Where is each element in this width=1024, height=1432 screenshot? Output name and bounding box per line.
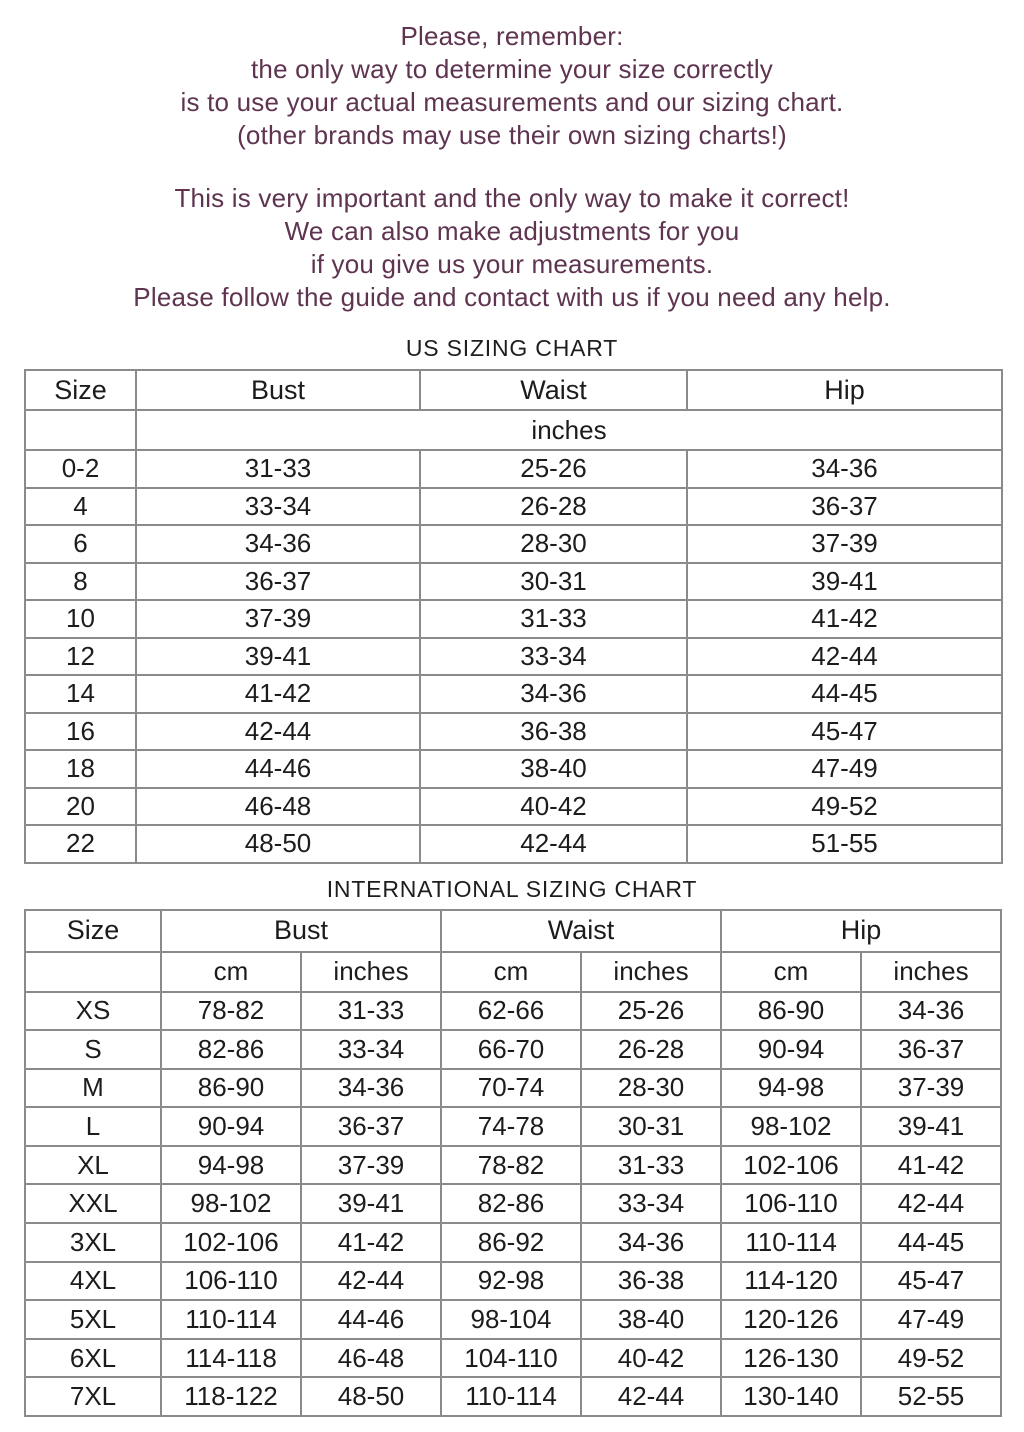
intl-table-cell: 34-36 [581, 1223, 721, 1262]
intl-table-cell: 36-38 [581, 1262, 721, 1301]
table-row [25, 600, 1002, 638]
us-table-cell-size: 4 [25, 488, 136, 526]
intl-table-cell: 52-55 [861, 1377, 1001, 1416]
intl-table-cell-size: S [25, 1030, 161, 1069]
us-col-header-size: Size [25, 370, 136, 410]
us-table-cell: 39-41 [136, 638, 420, 676]
table-row [25, 1262, 1001, 1301]
intl-table-cell-size: 5XL [25, 1300, 161, 1339]
table-row [25, 1107, 1001, 1146]
intl-table-cell: 94-98 [721, 1069, 861, 1108]
intl-table-cell: 39-41 [861, 1107, 1001, 1146]
us-table-cell: 36-37 [136, 563, 420, 601]
intl-table-cell: 66-70 [441, 1030, 581, 1069]
intl-unit-empty-cell [25, 952, 161, 992]
intl-table-cell: 42-44 [581, 1377, 721, 1416]
us-table-cell: 37-39 [687, 525, 1002, 563]
intl-sizing-table [24, 909, 1002, 1418]
table-row [25, 1223, 1001, 1262]
intl-col-header-waist: Waist [441, 910, 721, 952]
us-unit-empty-cell [25, 410, 136, 450]
intro-line: Please follow the guide and contact with us if you need any help. [133, 282, 891, 312]
intl-table-cell: 86-92 [441, 1223, 581, 1262]
intl-table-cell: 41-42 [301, 1223, 441, 1262]
us-table-cell: 39-41 [687, 563, 1002, 601]
intl-table-cell: 40-42 [581, 1339, 721, 1378]
us-table-cell: 28-30 [420, 525, 687, 563]
us-table-cell-size: 18 [25, 750, 136, 788]
intl-table-cell: 130-140 [721, 1377, 861, 1416]
us-table-cell: 36-38 [420, 713, 687, 751]
intl-table-cell: 30-31 [581, 1107, 721, 1146]
intl-table-cell: 36-37 [861, 1030, 1001, 1069]
us-table-cell: 42-44 [687, 638, 1002, 676]
table-row [25, 1030, 1001, 1069]
intl-table-cell: 90-94 [161, 1107, 301, 1146]
intro-paragraph-2 [0, 182, 1024, 314]
intl-table-cell: 34-36 [301, 1069, 441, 1108]
intl-table-cell: 114-118 [161, 1339, 301, 1378]
us-table-header-row [25, 370, 1002, 410]
intl-table-cell: 25-26 [581, 992, 721, 1031]
us-table-cell-size: 14 [25, 675, 136, 713]
intl-table-cell: 110-114 [161, 1300, 301, 1339]
intl-table-cell: 82-86 [441, 1184, 581, 1223]
intl-table-cell: 33-34 [301, 1030, 441, 1069]
intl-table-cell: 78-82 [161, 992, 301, 1031]
intl-table-cell-size: L [25, 1107, 161, 1146]
us-table-body [25, 450, 1002, 863]
intl-table-cell-size: M [25, 1069, 161, 1108]
intl-table-cell: 86-90 [161, 1069, 301, 1108]
us-table-unit-row [25, 410, 1002, 450]
us-table-cell: 34-36 [136, 525, 420, 563]
us-table-cell: 33-34 [420, 638, 687, 676]
us-table-cell: 37-39 [136, 600, 420, 638]
us-col-header-waist: Waist [420, 370, 687, 410]
intro-line: is to use your actual measurements and our sizing chart. [180, 87, 844, 117]
intl-table-body [25, 992, 1001, 1417]
intl-table-cell: 45-47 [861, 1262, 1001, 1301]
us-table-cell: 34-36 [420, 675, 687, 713]
intl-table-cell: 39-41 [301, 1184, 441, 1223]
us-table-cell-size: 22 [25, 825, 136, 863]
intl-unit-label-hip-inches: inches [861, 952, 1001, 992]
intl-unit-label-waist-cm: cm [441, 952, 581, 992]
us-unit-label: inches [136, 410, 1002, 450]
intl-table-cell-size: 4XL [25, 1262, 161, 1301]
intl-table-cell: 114-120 [721, 1262, 861, 1301]
intl-col-header-bust: Bust [161, 910, 441, 952]
intl-table-cell: 62-66 [441, 992, 581, 1031]
intl-table-cell: 31-33 [301, 992, 441, 1031]
intl-table-cell: 90-94 [721, 1030, 861, 1069]
intro-line: We can also make adjustments for you [284, 216, 740, 246]
us-col-header-hip: Hip [687, 370, 1002, 410]
intl-unit-label-bust-cm: cm [161, 952, 301, 992]
intl-col-header-hip: Hip [721, 910, 1001, 952]
us-table-cell: 34-36 [687, 450, 1002, 488]
intl-table-cell: 126-130 [721, 1339, 861, 1378]
us-table-cell: 40-42 [420, 788, 687, 826]
intl-col-header-size: Size [25, 910, 161, 952]
intl-table-cell: 106-110 [721, 1184, 861, 1223]
intl-table-cell: 78-82 [441, 1146, 581, 1185]
intro-line: (other brands may use their own sizing charts!) [237, 120, 787, 150]
us-table-cell: 48-50 [136, 825, 420, 863]
table-row [25, 992, 1001, 1031]
intl-table-cell: 26-28 [581, 1030, 721, 1069]
us-table-cell: 25-26 [420, 450, 687, 488]
intl-table-cell: 34-36 [861, 992, 1001, 1031]
intl-table-cell: 86-90 [721, 992, 861, 1031]
intl-chart-title: INTERNATIONAL SIZING CHART [326, 875, 698, 902]
intl-table-cell: 98-102 [721, 1107, 861, 1146]
us-table-cell: 38-40 [420, 750, 687, 788]
table-row [25, 1300, 1001, 1339]
us-table-cell: 47-49 [687, 750, 1002, 788]
intro-line: the only way to determine your size correctly [251, 54, 773, 84]
intl-table-cell: 44-45 [861, 1223, 1001, 1262]
intl-table-cell: 118-122 [161, 1377, 301, 1416]
intl-table-cell: 104-110 [441, 1339, 581, 1378]
us-table-cell: 44-46 [136, 750, 420, 788]
intl-table-cell: 94-98 [161, 1146, 301, 1185]
intro-line: This is very important and the only way to make it correct! [174, 183, 850, 213]
table-row [25, 1069, 1001, 1108]
intl-table-cell: 110-114 [721, 1223, 861, 1262]
intro-line: Please, remember: [400, 21, 624, 51]
intl-table-header-row [25, 910, 1001, 952]
intl-table-cell: 102-106 [161, 1223, 301, 1262]
us-table-cell-size: 16 [25, 713, 136, 751]
us-sizing-table [24, 369, 1003, 864]
intro-line: if you give us your measurements. [310, 249, 714, 279]
us-table-cell: 51-55 [687, 825, 1002, 863]
table-row [25, 638, 1002, 676]
us-table-cell-size: 12 [25, 638, 136, 676]
us-col-header-bust: Bust [136, 370, 420, 410]
intl-table-cell-size: XXL [25, 1184, 161, 1223]
table-row [25, 450, 1002, 488]
intl-table-cell: 102-106 [721, 1146, 861, 1185]
intl-table-cell: 82-86 [161, 1030, 301, 1069]
table-row [25, 1146, 1001, 1185]
intl-table-cell-size: 7XL [25, 1377, 161, 1416]
us-table-cell: 41-42 [136, 675, 420, 713]
intl-table-cell: 28-30 [581, 1069, 721, 1108]
intl-table-cell: 44-46 [301, 1300, 441, 1339]
us-chart-title: US SIZING CHART [405, 335, 619, 361]
intl-table-cell: 37-39 [301, 1146, 441, 1185]
table-row [25, 563, 1002, 601]
table-row [25, 1377, 1001, 1416]
table-row [25, 825, 1002, 863]
us-table-cell: 41-42 [687, 600, 1002, 638]
intl-table-cell: 49-52 [861, 1339, 1001, 1378]
us-table-cell: 45-47 [687, 713, 1002, 751]
us-table-cell-size: 6 [25, 525, 136, 563]
intl-table-cell: 98-104 [441, 1300, 581, 1339]
us-table-cell: 26-28 [420, 488, 687, 526]
intl-table-cell: 106-110 [161, 1262, 301, 1301]
table-row [25, 675, 1002, 713]
intl-table-cell: 33-34 [581, 1184, 721, 1223]
us-table-cell-size: 10 [25, 600, 136, 638]
intl-table-cell: 74-78 [441, 1107, 581, 1146]
intl-table-cell-size: XS [25, 992, 161, 1031]
us-table-cell-size: 20 [25, 788, 136, 826]
intl-table-cell: 47-49 [861, 1300, 1001, 1339]
us-table-cell: 46-48 [136, 788, 420, 826]
intl-table-cell: 46-48 [301, 1339, 441, 1378]
intro-paragraph-1 [0, 20, 1024, 152]
intl-table-cell: 31-33 [581, 1146, 721, 1185]
table-row [25, 750, 1002, 788]
us-table-cell: 36-37 [687, 488, 1002, 526]
us-table-cell-size: 8 [25, 563, 136, 601]
intl-table-cell: 36-37 [301, 1107, 441, 1146]
us-table-cell: 42-44 [136, 713, 420, 751]
us-table-cell-size: 0-2 [25, 450, 136, 488]
intl-table-cell: 110-114 [441, 1377, 581, 1416]
intl-unit-label-hip-cm: cm [721, 952, 861, 992]
intl-table-cell: 98-102 [161, 1184, 301, 1223]
intl-unit-label-waist-inches: inches [581, 952, 721, 992]
intl-table-cell: 42-44 [861, 1184, 1001, 1223]
intl-table-cell: 92-98 [441, 1262, 581, 1301]
us-table-cell: 31-33 [136, 450, 420, 488]
intl-table-cell: 41-42 [861, 1146, 1001, 1185]
table-row [25, 525, 1002, 563]
intl-unit-label-bust-inches: inches [301, 952, 441, 992]
table-row [25, 488, 1002, 526]
intl-table-cell-size: 3XL [25, 1223, 161, 1262]
intl-table-cell: 70-74 [441, 1069, 581, 1108]
us-table-cell: 31-33 [420, 600, 687, 638]
us-table-cell: 42-44 [420, 825, 687, 863]
intl-table-unit-row [25, 952, 1001, 992]
table-row [25, 788, 1002, 826]
intl-table-cell-size: XL [25, 1146, 161, 1185]
us-table-cell: 44-45 [687, 675, 1002, 713]
table-row [25, 1339, 1001, 1378]
intl-table-cell: 120-126 [721, 1300, 861, 1339]
intl-table-cell-size: 6XL [25, 1339, 161, 1378]
us-table-cell: 49-52 [687, 788, 1002, 826]
intl-table-cell: 38-40 [581, 1300, 721, 1339]
us-table-cell: 30-31 [420, 563, 687, 601]
intro-text [0, 20, 1024, 314]
table-row [25, 1184, 1001, 1223]
intl-table-cell: 37-39 [861, 1069, 1001, 1108]
intl-table-cell: 48-50 [301, 1377, 441, 1416]
intl-table-cell: 42-44 [301, 1262, 441, 1301]
table-row [25, 713, 1002, 751]
us-table-cell: 33-34 [136, 488, 420, 526]
